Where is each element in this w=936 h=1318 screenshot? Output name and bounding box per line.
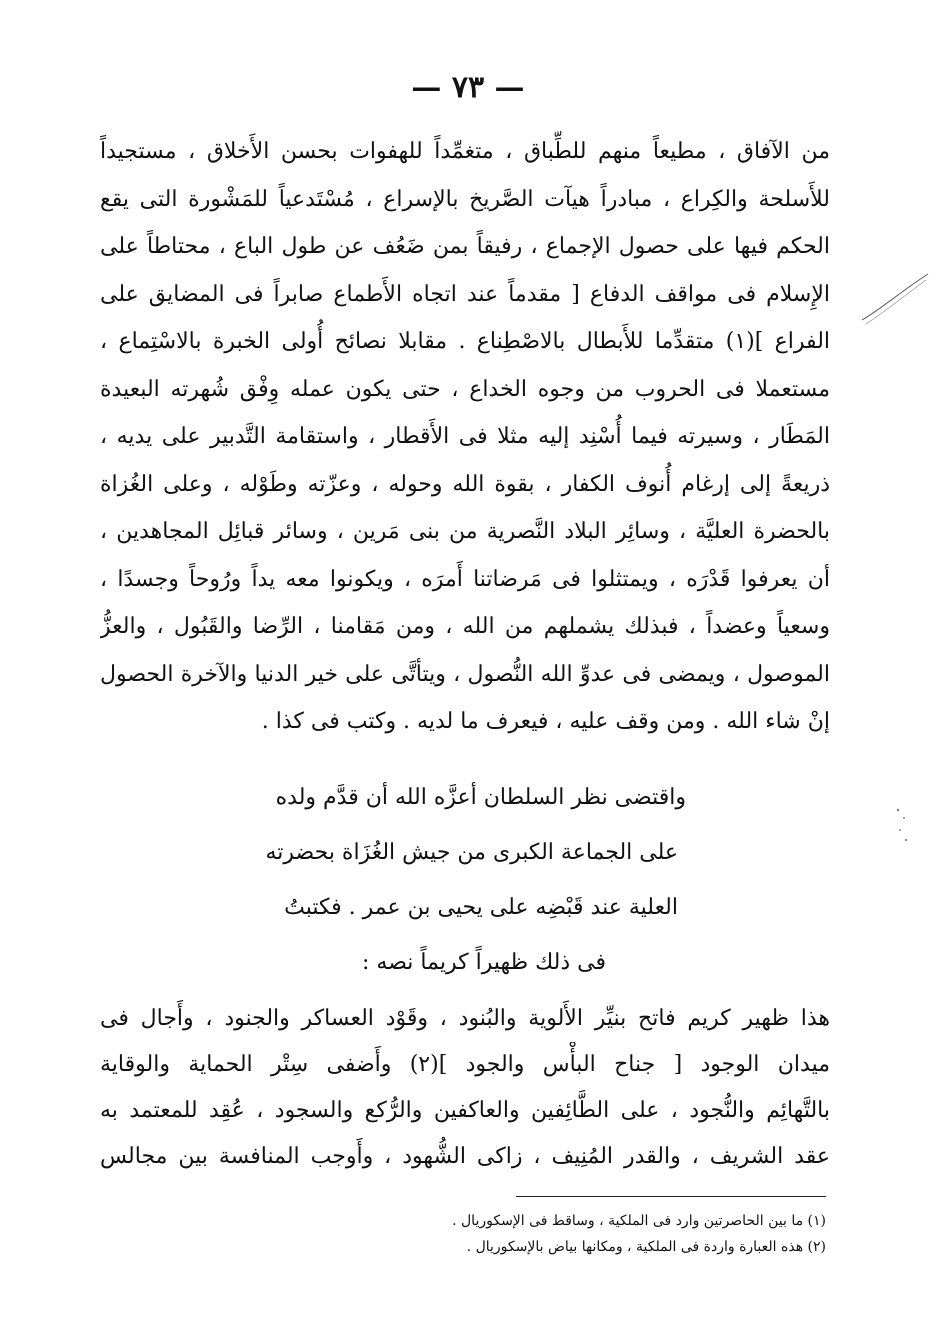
text-line: من الآفاق ، مطيعاً منهم للطِّباق ، متغمِّداً للهفوات بحسن الأَخلاق ، مستجيداً: [100, 139, 830, 164]
verse-line: على الجماعة الكبرى من جيش الغُزَاة بحضرته: [265, 840, 678, 865]
text-line: ذريعةً إلى إرغام أُنوف الكفار ، بقوة الله وحوله ، وعزّته وطَوْله ، وعلى الغُزاة: [100, 471, 830, 497]
text-line: أن يعرفوا قَدْرَه ، ويمتثلوا فى مَرضاتنا أَمرَه ، ويكونوا معه يداً ورُوحاً وجسدًا ،: [100, 566, 830, 592]
text-line: الفراع ](١) متقدِّما للأَبطال بالاصْطِناع . مقابلا نصائح أُولى الخبرة بالاسْتِماع ،: [100, 329, 830, 354]
margin-pencil-mark-icon: [860, 270, 930, 330]
paragraph-2: [100, 996, 830, 1180]
verse-line: العلية عند قَبْضِه على يحيى بن عمر . فكتبتُ: [284, 895, 678, 920]
text-line: بالحضرة العليَّة ، وسائِر البلاد النَّصرية من بنى مَرين ، وسائر قبائِل المجاهدين ،: [100, 519, 830, 544]
text-line: الحكم فيها على حصول الإجماع ، رفيقاً بمن ضَعُف عن طول الباع ، محتاطاً على: [100, 234, 830, 259]
footnote-2: (٢) هذه العبارة واردة فى الملكية ، ومكانها بياض بالإسكوريال .: [466, 1239, 826, 1255]
paragraph-1: [100, 128, 830, 746]
verse-line: واقتضى نظر السلطان أعزَّه الله أن قدَّم ولده: [275, 785, 686, 810]
text-line: وسعياً وعضداً ، فبذلك يشملهم من الله ، ومن مَقامنا ، الرِّضا والقَبُول ، والعزُّ: [100, 614, 830, 639]
text-line: عقد الشريف ، والقدر المُنِيف ، زاكى الشُّهود ، وأَوجب المنافسة بين مجالس: [100, 1144, 830, 1169]
footnotes: [226, 1208, 826, 1260]
text-line: الموصول ، ويمضى فى عدوِّ الله النُّصول ، ويتأتَّى على خير الدنيا والآخرة الحصول: [100, 661, 830, 687]
indented-verse-block: [0, 770, 936, 990]
text-line: إنْ شاء الله . ومن وقف عليه ، فيعرف ما لديه . وكتب فى كذا .: [261, 709, 830, 734]
text-line: المَطَار ، وسيرته فيما أُسْنِد إليه مثلا فى الأَقطار ، واستقامة التَّدبير على يديه ،: [100, 424, 830, 449]
verse-line: فى ذلك ظهيراً كريماً نصه :: [362, 950, 606, 975]
text-line: للأَسلحة والكِراع ، مبادراً هيآت الصَّريخ بالإسراع ، مُسْتَدعياً للمَشْورة التى يقع: [100, 186, 830, 212]
text-line: مستعملا فى الحروب من وجوه الخداع ، حتى يكون عمله وِفْق شُهرته البعيدة: [100, 376, 830, 402]
text-line: هذا ظهير كريم فاتح بنيِّر الأَلوية والبُنود ، وقَوْد العساكر والجنود ، وأَجال فى: [100, 1006, 830, 1031]
footnote-divider: [516, 1196, 826, 1197]
text-line: بالتَّهائِم والنُّجود ، على الطَّائِفين والعاكفين والرُّكع والسجود ، عُقِد للمعتمد به: [100, 1098, 830, 1123]
footnote-1: (١) ما بين الحاصرتين وارد فى الملكية ، وساقط فى الإسكوريال .: [452, 1213, 826, 1229]
margin-speck-icon: [890, 800, 920, 850]
text-line: ميدان الوجود [ جناح البأْس والجود ](٢) وأَضفى سِتْر الحماية والوقاية: [100, 1052, 830, 1077]
page-number: — ٧٣ —: [411, 70, 525, 105]
text-line: الإِسلام فى مواقف الدفاع [ مقدماً عند اتجاه الأَطماع صابراً فى المضايق على: [100, 281, 830, 307]
